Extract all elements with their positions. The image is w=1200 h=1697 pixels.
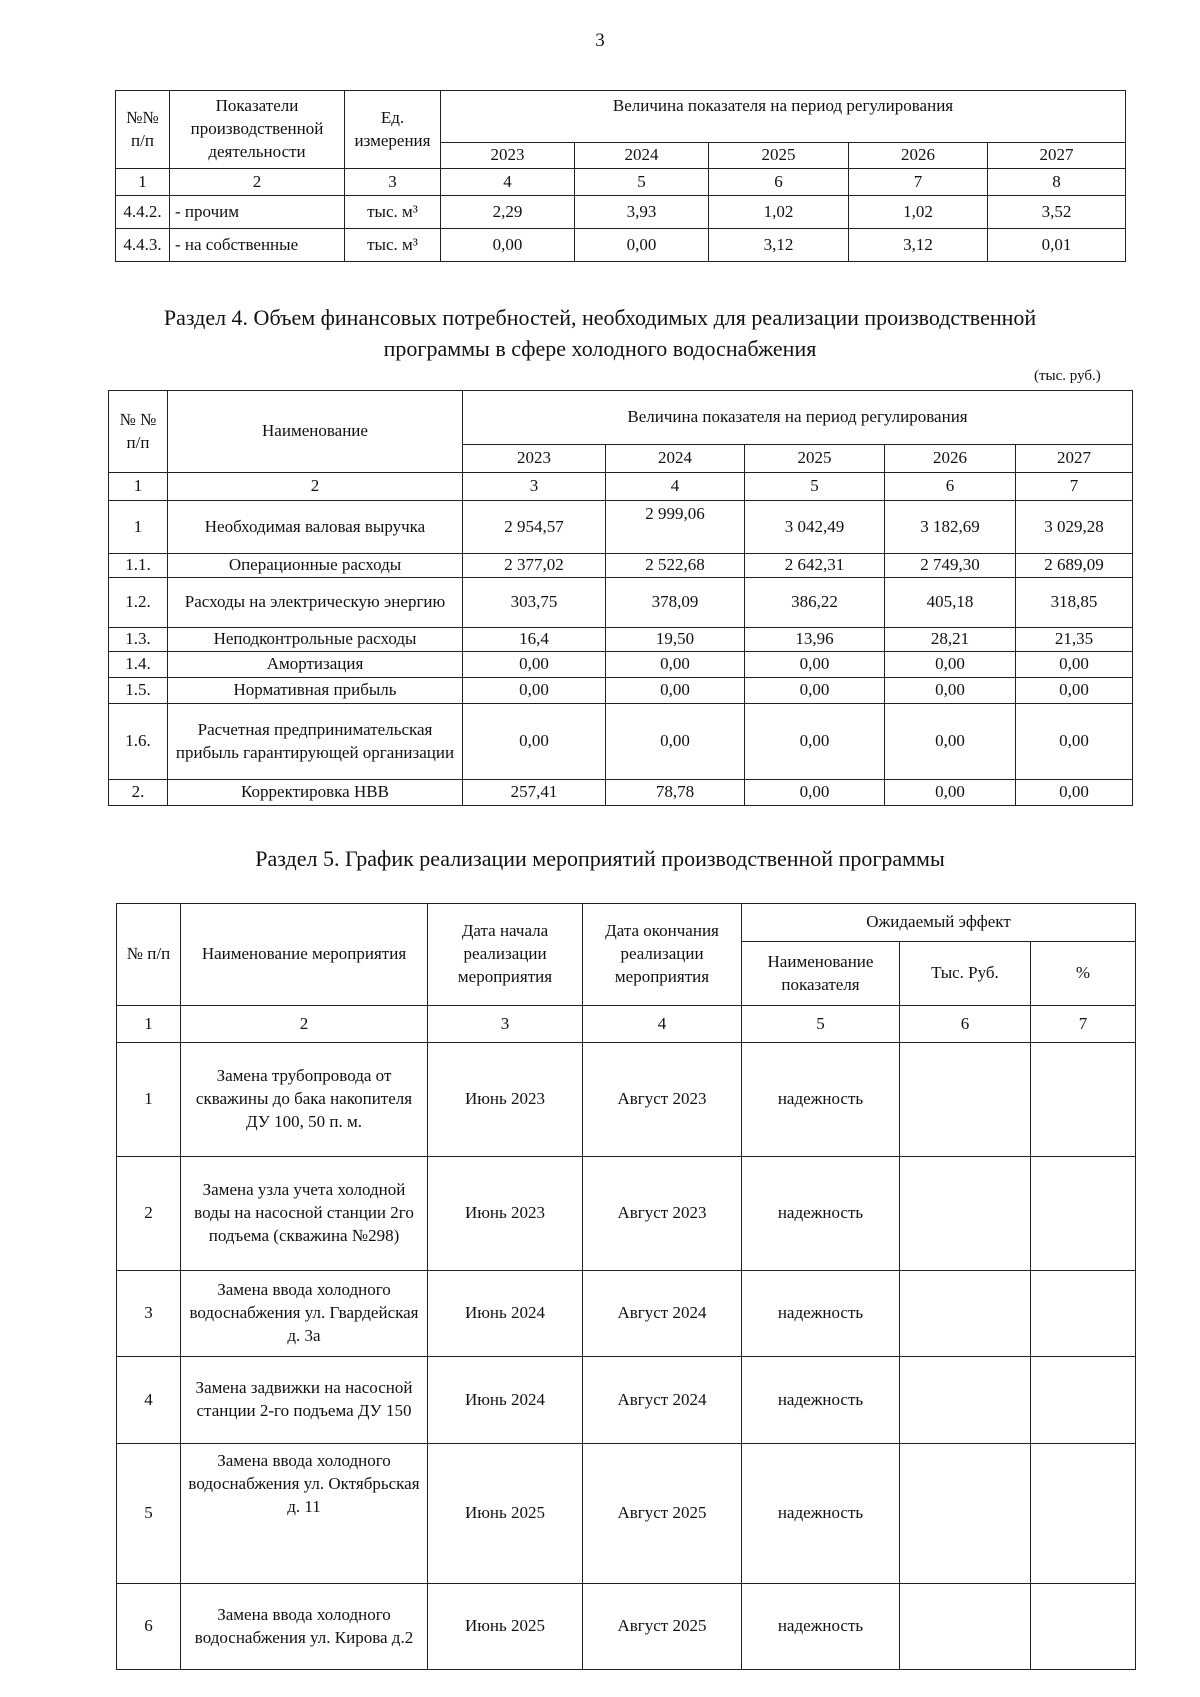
index-cell: 1 (117, 1006, 181, 1043)
table-row (117, 1157, 1136, 1271)
row-rub (900, 1444, 1031, 1584)
row-end: Август 2024 (583, 1357, 742, 1444)
table-row (109, 704, 1133, 780)
row-rub (900, 1584, 1031, 1670)
section4-title (0, 302, 1200, 364)
page-number: 3 (595, 30, 605, 51)
row-num: 1.6. (109, 704, 168, 780)
row-value: 0,00 (745, 704, 885, 780)
row-end: Август 2025 (583, 1584, 742, 1670)
row-num: 1 (109, 501, 168, 554)
row-value: 78,78 (606, 780, 745, 806)
row-value: 0,00 (463, 704, 606, 780)
activities-schedule-table (116, 903, 1136, 1670)
row-name: Замена ввода холодного водоснабжения ул. Октябрьская д. 11 (181, 1444, 428, 1584)
section4-title-line2: программы в сфере холодного водоснабжения (383, 336, 817, 362)
row-rub (900, 1271, 1031, 1357)
row-num: 2. (109, 780, 168, 806)
row-indicator: надежность (742, 1157, 900, 1271)
row-value: 0,00 (441, 229, 575, 262)
row-value: 0,01 (988, 229, 1126, 262)
row-start: Июнь 2024 (428, 1357, 583, 1444)
table1-header-period: Величина показателя на период регулирования (441, 91, 1126, 143)
table2-header-period: Величина показателя на период регулирования (463, 391, 1133, 445)
row-value: 28,21 (885, 628, 1016, 652)
row-value: 3,93 (575, 196, 709, 229)
row-num: 6 (117, 1584, 181, 1670)
row-value: 303,75 (463, 578, 606, 628)
row-name: Операционные расходы (168, 554, 463, 578)
table1-header-num: №№ п/п (116, 91, 170, 169)
row-name: Расчетная предпринимательская прибыль гарантирующей организации (168, 704, 463, 780)
financial-needs-table (108, 390, 1133, 806)
table-row (116, 229, 1126, 262)
row-num: 4.4.2. (116, 196, 170, 229)
row-value: 1,02 (709, 196, 849, 229)
row-start: Июнь 2024 (428, 1271, 583, 1357)
row-name: Корректировка НВВ (168, 780, 463, 806)
table-row (109, 578, 1133, 628)
row-value: 3 029,28 (1016, 501, 1133, 554)
table3-header-end: Дата окончания реализации мероприятия (583, 904, 742, 1006)
index-cell: 7 (1016, 473, 1133, 501)
index-cell: 4 (606, 473, 745, 501)
index-cell: 1 (116, 169, 170, 196)
row-value: 13,96 (745, 628, 885, 652)
row-pct (1031, 1584, 1136, 1670)
table2-year: 2027 (1016, 445, 1133, 473)
row-value: 0,00 (885, 652, 1016, 678)
table-row (117, 1043, 1136, 1157)
row-value: 386,22 (745, 578, 885, 628)
row-value: 3,12 (849, 229, 988, 262)
row-name: Нормативная прибыль (168, 678, 463, 704)
row-indicator: надежность (742, 1444, 900, 1584)
row-value: 378,09 (606, 578, 745, 628)
row-value: 2 522,68 (606, 554, 745, 578)
row-value: 0,00 (463, 652, 606, 678)
table-row (109, 678, 1133, 704)
row-unit: тыс. м³ (345, 229, 441, 262)
row-indicator: надежность (742, 1357, 900, 1444)
row-indicator: надежность (742, 1271, 900, 1357)
row-value: 0,00 (885, 780, 1016, 806)
index-cell: 5 (745, 473, 885, 501)
row-value: 0,00 (606, 678, 745, 704)
row-num: 1.3. (109, 628, 168, 652)
table-row (109, 628, 1133, 652)
row-pct (1031, 1444, 1136, 1584)
production-indicators-table (115, 90, 1126, 262)
row-num: 1.2. (109, 578, 168, 628)
row-start: Июнь 2025 (428, 1444, 583, 1584)
row-value: 0,00 (1016, 652, 1133, 678)
index-cell: 4 (441, 169, 575, 196)
row-name: Замена ввода холодного водоснабжения ул. Гвардейская д. 3а (181, 1271, 428, 1357)
table-row (117, 1444, 1136, 1584)
row-num: 3 (117, 1271, 181, 1357)
table2-index-row (109, 473, 1133, 501)
table1-year: 2023 (441, 143, 575, 169)
table2-year: 2026 (885, 445, 1016, 473)
table1-year: 2024 (575, 143, 709, 169)
table3-header-num: № п/п (117, 904, 181, 1006)
index-cell: 6 (900, 1006, 1031, 1043)
row-pct (1031, 1157, 1136, 1271)
index-cell: 3 (463, 473, 606, 501)
index-cell: 3 (345, 169, 441, 196)
row-num: 4.4.3. (116, 229, 170, 262)
row-value: 0,00 (745, 780, 885, 806)
row-name: - прочим (170, 196, 345, 229)
row-pct (1031, 1271, 1136, 1357)
row-value: 318,85 (1016, 578, 1133, 628)
table1-header-name: Показатели производственной деятельности (170, 91, 345, 169)
row-indicator: надежность (742, 1584, 900, 1670)
index-cell: 7 (849, 169, 988, 196)
table1-index-row (116, 169, 1126, 196)
table-row (117, 1271, 1136, 1357)
row-rub (900, 1043, 1031, 1157)
row-name: Замена задвижки на насосной станции 2-го подъема ДУ 150 (181, 1357, 428, 1444)
index-cell: 1 (109, 473, 168, 501)
row-name: Замена ввода холодного водоснабжения ул. Кирова д.2 (181, 1584, 428, 1670)
row-value: 19,50 (606, 628, 745, 652)
table2-header-num: № № п/п (109, 391, 168, 473)
table-row (109, 501, 1133, 554)
table1-year: 2025 (709, 143, 849, 169)
row-value: 405,18 (885, 578, 1016, 628)
row-value: 3,12 (709, 229, 849, 262)
table-row (109, 780, 1133, 806)
table3-header-pct: % (1031, 942, 1136, 1006)
index-cell: 2 (170, 169, 345, 196)
row-value: 2 954,57 (463, 501, 606, 554)
row-num: 1.5. (109, 678, 168, 704)
row-name: Замена трубопровода от скважины до бака накопителя ДУ 100, 50 п. м. (181, 1043, 428, 1157)
section5-title: Раздел 5. График реализации мероприятий производственной программы (255, 846, 945, 871)
table2-header-name: Наименование (168, 391, 463, 473)
row-value: 0,00 (885, 678, 1016, 704)
table-row (116, 196, 1126, 229)
table3-header-name: Наименование мероприятия (181, 904, 428, 1006)
row-value: 0,00 (575, 229, 709, 262)
row-pct (1031, 1357, 1136, 1444)
row-rub (900, 1157, 1031, 1271)
row-num: 4 (117, 1357, 181, 1444)
row-value: 0,00 (1016, 678, 1133, 704)
row-value: 0,00 (745, 652, 885, 678)
index-cell: 5 (575, 169, 709, 196)
row-indicator: надежность (742, 1043, 900, 1157)
table3-index-row (117, 1006, 1136, 1043)
table1-header-unit: Ед. измерения (345, 91, 441, 169)
row-start: Июнь 2025 (428, 1584, 583, 1670)
index-cell: 3 (428, 1006, 583, 1043)
row-name: Расходы на электрическую энергию (168, 578, 463, 628)
table2-year: 2023 (463, 445, 606, 473)
table1-year: 2026 (849, 143, 988, 169)
row-num: 1 (117, 1043, 181, 1157)
index-cell: 6 (709, 169, 849, 196)
row-value: 2 377,02 (463, 554, 606, 578)
row-value: 0,00 (1016, 780, 1133, 806)
row-value: 16,4 (463, 628, 606, 652)
row-start: Июнь 2023 (428, 1157, 583, 1271)
row-value: 2 642,31 (745, 554, 885, 578)
row-name: Замена узла учета холодной воды на насосной станции 2го подъема (скважина №298) (181, 1157, 428, 1271)
row-value: 2,29 (441, 196, 575, 229)
row-end: Август 2025 (583, 1444, 742, 1584)
table-row (117, 1357, 1136, 1444)
table-row (109, 554, 1133, 578)
row-value: 2 999,06 (606, 501, 745, 554)
row-value: 0,00 (885, 704, 1016, 780)
row-value: 257,41 (463, 780, 606, 806)
row-end: Август 2023 (583, 1157, 742, 1271)
row-name: Амортизация (168, 652, 463, 678)
row-end: Август 2023 (583, 1043, 742, 1157)
index-cell: 2 (181, 1006, 428, 1043)
row-value: 0,00 (745, 678, 885, 704)
row-num: 5 (117, 1444, 181, 1584)
row-value: 3 182,69 (885, 501, 1016, 554)
row-value: 2 689,09 (1016, 554, 1133, 578)
table-row (117, 1584, 1136, 1670)
row-num: 1.4. (109, 652, 168, 678)
row-end: Август 2024 (583, 1271, 742, 1357)
row-value: 0,00 (606, 704, 745, 780)
row-unit: тыс. м³ (345, 196, 441, 229)
row-rub (900, 1357, 1031, 1444)
index-cell: 4 (583, 1006, 742, 1043)
row-value: 2 749,30 (885, 554, 1016, 578)
index-cell: 6 (885, 473, 1016, 501)
row-name: - на собственные (170, 229, 345, 262)
table2-year: 2025 (745, 445, 885, 473)
row-value: 0,00 (1016, 704, 1133, 780)
row-pct (1031, 1043, 1136, 1157)
index-cell: 5 (742, 1006, 900, 1043)
row-value: 0,00 (463, 678, 606, 704)
row-value: 3 042,49 (745, 501, 885, 554)
table3-header-indicator: Наименование показателя (742, 942, 900, 1006)
row-num: 2 (117, 1157, 181, 1271)
row-name: Неподконтрольные расходы (168, 628, 463, 652)
table3-header-rub: Тыс. Руб. (900, 942, 1031, 1006)
row-name: Необходимая валовая выручка (168, 501, 463, 554)
unit-note: (тыс. руб.) (1034, 368, 1101, 384)
table3-header-start: Дата начала реализации мероприятия (428, 904, 583, 1006)
index-cell: 8 (988, 169, 1126, 196)
section4-title-line1: Раздел 4. Объем финансовых потребностей, необходимых для реализации производственной (163, 305, 1037, 330)
table1-year: 2027 (988, 143, 1126, 169)
index-cell: 7 (1031, 1006, 1136, 1043)
table-row (109, 652, 1133, 678)
row-value: 0,00 (606, 652, 745, 678)
row-num: 1.1. (109, 554, 168, 578)
row-start: Июнь 2023 (428, 1043, 583, 1157)
table3-header-effect: Ожидаемый эффект (742, 904, 1136, 942)
index-cell: 2 (168, 473, 463, 501)
table2-year: 2024 (606, 445, 745, 473)
row-value: 1,02 (849, 196, 988, 229)
row-value: 21,35 (1016, 628, 1133, 652)
row-value: 3,52 (988, 196, 1126, 229)
